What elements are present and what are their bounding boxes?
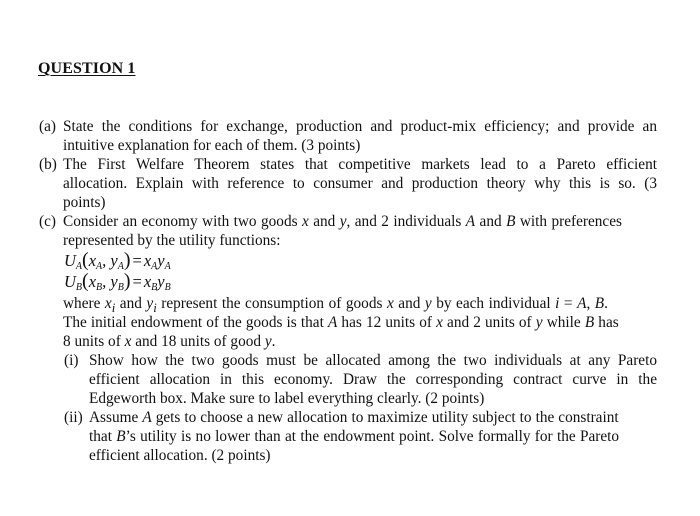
sub-ii-marker: (ii) — [64, 409, 83, 426]
sub-i-line-1: Show how the two goods must be allocated among the two individuals at any Pareto — [89, 352, 657, 369]
part-b-line-1: The First Welfare Theorem states that competitive markets lead to a Pareto efficient — [63, 156, 657, 173]
part-a-line-2: intuitive explanation for each of them. (3 points) — [63, 137, 361, 154]
part-b-line-3: points) — [63, 194, 106, 211]
utility-equation-a: $U_A(x_A$, $y_A) = x_Ay_A$ — [64, 249, 171, 272]
part-c-endowment-line-2: 8 units of x and 18 units of good y. — [63, 333, 276, 350]
part-c-where-line: where $x_i$ and $y_i$ represent the consumption of goods x and y by each individual i = A, B. — [63, 295, 608, 316]
sub-i-line-3: Edgeworth box. Make sure to label everything clearly. (2 points) — [89, 390, 485, 407]
part-c-intro-line-2: represented by the utility functions: — [63, 232, 281, 249]
question-title: QUESTION 1 — [38, 60, 136, 77]
sub-ii-line-3: efficient allocation. (2 points) — [89, 447, 271, 464]
part-c-marker: (c) — [39, 213, 56, 230]
part-a-line-1: State the conditions for exchange, production and product-mix efficiency; and provide an — [63, 118, 657, 135]
part-b-line-2: allocation. Explain with reference to consumer and production theory why this is so. (3 — [63, 175, 657, 192]
sub-ii-line-2: that B’s utility is no lower than at the endowment point. Solve formally for the Pareto — [89, 428, 620, 445]
part-c-endowment-line-1: The initial endowment of the goods is that A has 12 units of x and 2 units of y while B has — [63, 314, 619, 331]
sub-i-marker: (i) — [64, 352, 79, 369]
utility-equation-b: $U_B(x_B$, $y_B) = x_By_B$ — [64, 270, 171, 293]
sub-ii-line-1: Assume A gets to choose a new allocation to maximize utility subject to the constraint — [89, 409, 619, 426]
sub-i-line-2: efficient allocation in this economy. Draw the corresponding contract curve in the — [89, 371, 657, 388]
part-b-marker: (b) — [39, 156, 57, 173]
part-a-marker: (a) — [39, 118, 56, 135]
part-c-intro-line-1: Consider an economy with two goods x and y, and 2 individuals A and B with preferences — [63, 213, 622, 230]
